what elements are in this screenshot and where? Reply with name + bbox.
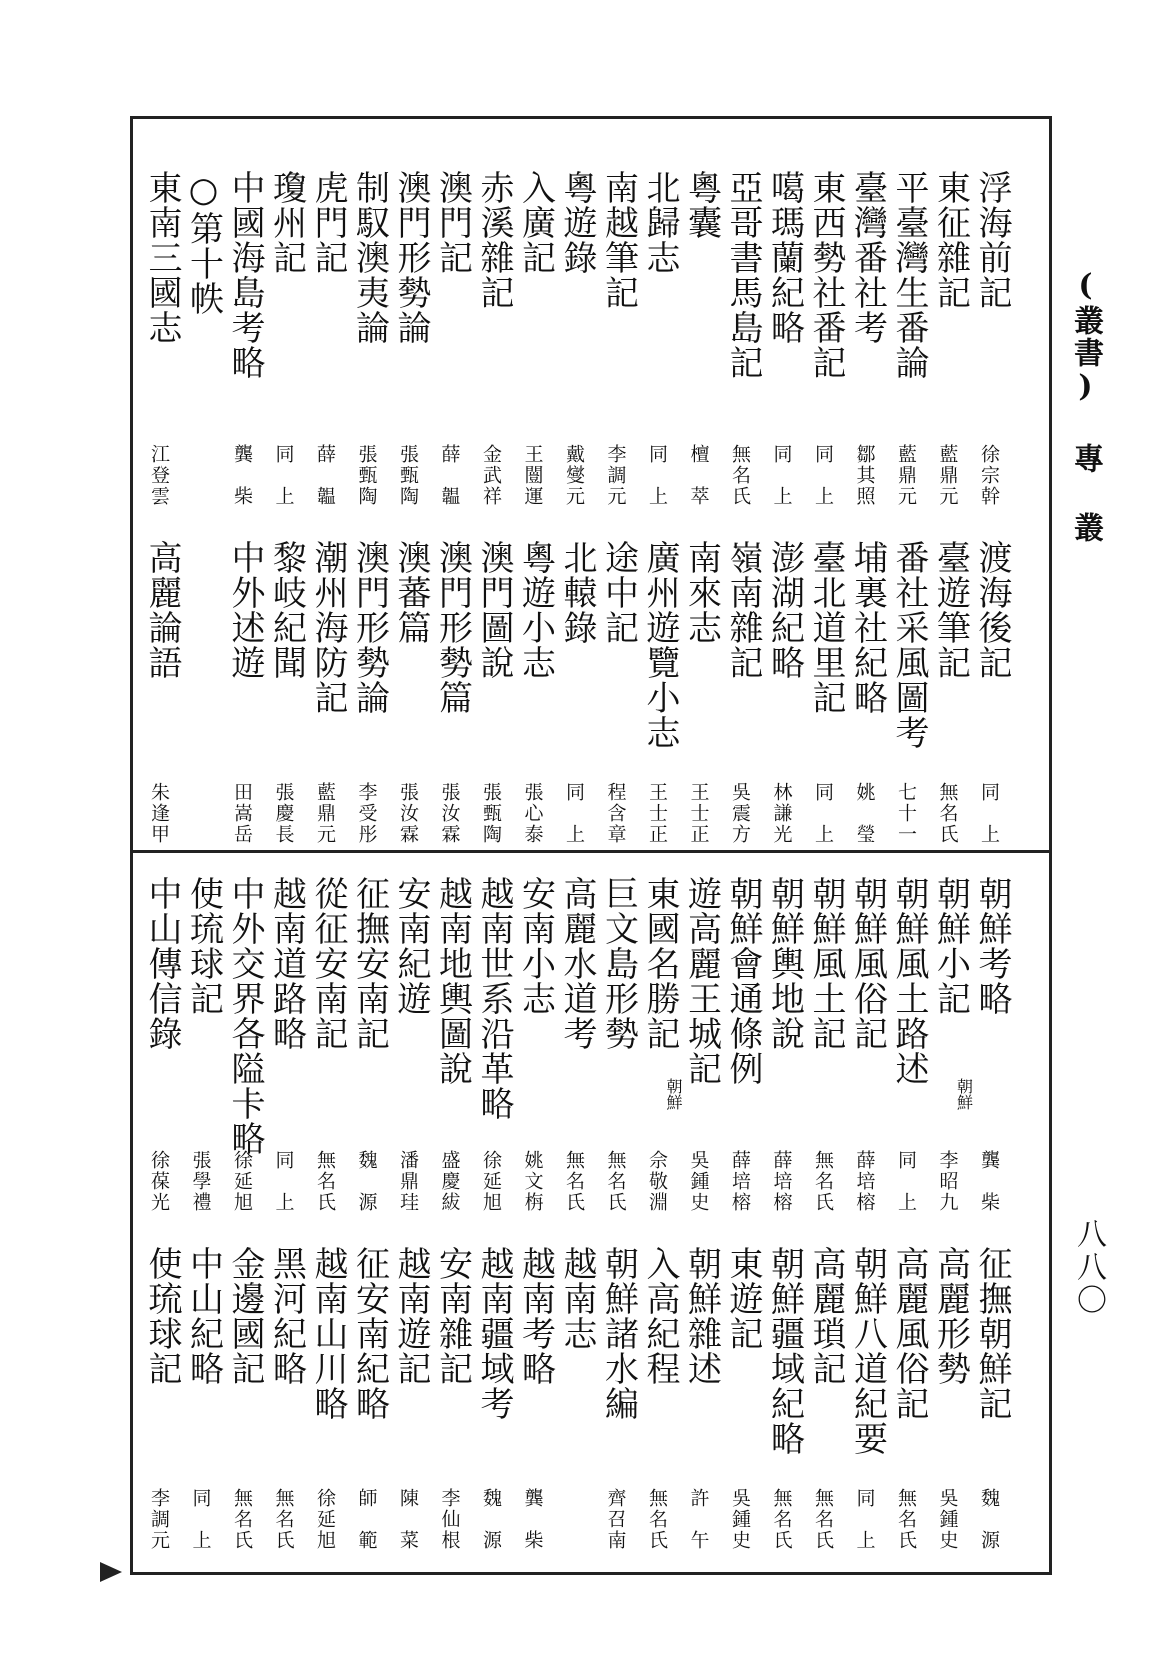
title-secondary: 使琉球記 [142,1246,182,1386]
catalog-column [138,868,182,1588]
author-secondary: 田嵩岳 [231,782,253,845]
author-primary: 王闓運 [521,444,544,507]
author-primary: 徐葆光 [148,1150,170,1213]
title-primary: 瓊州記 [266,170,307,275]
title-secondary: 途中記 [598,540,639,645]
title-secondary: 澳門形勢論 [349,540,390,715]
title-secondary: 北轅錄 [557,540,597,645]
author-primary: 李昭九 [936,1150,959,1213]
title-primary: 遊高麗王城記 [681,876,722,1086]
title-secondary: 南來志 [681,540,722,645]
author-secondary: 無名氏 [812,1488,834,1551]
author-secondary: 徐延旭 [314,1488,336,1551]
catalog-column [719,162,763,882]
author-primary: 無名氏 [729,444,751,507]
title-secondary: 澳門圖說 [474,540,514,680]
title-primary: 越南世系沿革略 [474,876,514,1121]
author-primary: 潘鼎珪 [397,1150,419,1213]
author-primary: 龔 柴 [978,1150,1000,1213]
author-primary: 薛培榕 [853,1150,876,1213]
author-primary: 同 上 [646,444,668,507]
title-primary: 使琉球記 [183,876,224,1016]
author-primary: 吳鍾史 [687,1150,710,1213]
author-prefix: 朝鮮 [664,1078,683,1110]
title-secondary: 征撫朝鮮記 [972,1246,1012,1421]
author-secondary: 吳鍾史 [936,1488,959,1551]
author-secondary: 魏 源 [480,1488,502,1551]
author-secondary: 程含章 [604,782,627,845]
title-primary: 虎門記 [308,170,348,275]
author-primary: 薛 韞 [314,444,336,507]
author-primary: 藍鼎元 [895,444,917,507]
author-primary: 姚文栴 [521,1150,544,1213]
title-primary: 制馭澳夷論 [349,170,390,345]
title-secondary: 越南遊記 [391,1246,431,1386]
author-primary: 龔 柴 [231,444,253,507]
title-secondary: 朝鮮雜述 [681,1246,722,1386]
author-secondary: 龔 柴 [521,1488,544,1551]
title-secondary: 朝鮮八道紀要 [847,1246,888,1456]
title-primary: 朝鮮會通條例 [723,876,763,1086]
author-secondary: 魏 源 [978,1488,1000,1551]
author-secondary: 許 午 [687,1488,710,1551]
author-prefix: 朝鮮 [954,1078,974,1110]
title-primary: 東西勢社番記 [806,170,846,380]
title-secondary: 澳門形勢篇 [432,540,473,715]
title-secondary: 高麗形勢 [930,1246,971,1386]
author-secondary: 無名氏 [646,1488,668,1551]
author-primary: 同 上 [770,444,793,507]
title-primary: 越南道路略 [266,876,307,1051]
title-secondary: 朝鮮諸水編 [598,1246,639,1421]
author-primary: 金武祥 [480,444,502,507]
title-secondary: 越南考略 [515,1246,556,1386]
author-secondary: 師 範 [355,1488,378,1551]
title-secondary: 高麗論語 [142,540,182,680]
author-primary: 同 上 [895,1150,917,1213]
title-primary: 澳門形勢論 [391,170,431,345]
title-secondary: 金邊國記 [225,1246,265,1386]
title-primary: 噶瑪蘭紀略 [764,170,805,345]
title-secondary: 越南山川略 [308,1246,348,1421]
title-primary: 東南三國志 [142,170,182,345]
author-primary: 鄒其照 [853,444,876,507]
title-primary: 浮海前記 [972,170,1012,310]
author-secondary: 張汝霖 [397,782,419,845]
title-primary: 朝鮮輿地說 [764,876,805,1051]
author-primary: 無名氏 [563,1150,585,1213]
author-secondary: 同 上 [812,782,834,845]
title-primary: 中山傳信錄 [142,876,182,1051]
author-secondary: 李受彤 [355,782,378,845]
author-primary: 檀 萃 [687,444,710,507]
author-primary: 同 上 [272,444,295,507]
author-secondary: 張心泰 [521,782,544,845]
author-primary: 徐宗幹 [978,444,1000,507]
author-primary: 張學禮 [189,1150,212,1213]
title-secondary: 高麗風俗記 [889,1246,929,1421]
author-secondary: 李調元 [148,1488,170,1551]
author-secondary: 無名氏 [895,1488,917,1551]
author-secondary: 張慶長 [272,782,295,845]
title-primary: 東征雜記 [930,170,971,310]
author-primary: 藍鼎元 [936,444,959,507]
author-primary: 薛 韞 [438,444,461,507]
catalog-column [138,162,182,882]
title-primary: 朝鮮風土記 [806,876,846,1051]
title-secondary: 征安南紀略 [349,1246,390,1421]
title-secondary: 粵遊小志 [515,540,556,680]
author-primary: 張甄陶 [397,444,419,507]
title-primary: 北歸志 [640,170,680,275]
author-secondary: 無名氏 [770,1488,793,1551]
title-primary: 粵囊 [681,170,722,240]
page-marker-arrow [100,1562,122,1582]
title-secondary: 黎岐紀聞 [266,540,307,680]
title-primary: 臺灣番社考 [847,170,888,345]
title-primary: 朝鮮小記 [930,876,971,1016]
title-primary: 亞哥書馬島記 [723,170,763,380]
title-secondary: 越南志 [557,1246,597,1351]
title-primary: 赤溪雜記 [474,170,514,310]
author-secondary: 吳震方 [729,782,751,845]
author-secondary: 無名氏 [936,782,959,845]
author-secondary: 姚 瑩 [853,782,876,845]
title-primary: 東國名勝記 [640,876,680,1051]
title-primary: 朝鮮考略 [972,876,1012,1016]
title-secondary: 黑河紀略 [266,1246,307,1386]
title-secondary: 嶺南雜記 [723,540,763,680]
author-secondary: 七十一 [895,782,917,845]
author-secondary: 同 上 [853,1488,876,1551]
title-secondary: 朝鮮疆域紀略 [764,1246,805,1456]
title-primary: 平臺灣生番論 [889,170,929,380]
title-primary: 從征安南記 [308,876,348,1051]
title-secondary: 渡海後記 [972,540,1012,680]
title-secondary: 高麗瑣記 [806,1246,846,1386]
title-primary: 中外交界各隘卡略 [225,876,265,1156]
title-secondary: 中山紀略 [183,1246,224,1386]
author-primary: 戴燮元 [563,444,585,507]
page-number: 八八〇 [1071,1218,1106,1317]
title-primary: 入廣記 [515,170,556,275]
author-secondary: 林謙光 [770,782,793,845]
author-secondary: 無名氏 [231,1488,253,1551]
title-primary: 澳門記 [432,170,473,275]
author-secondary: 吳鍾史 [729,1488,751,1551]
author-secondary: 無名氏 [272,1488,295,1551]
title-primary: 朝鮮風俗記 [847,876,888,1051]
author-primary: 盛慶紱 [438,1150,461,1213]
author-primary: 李調元 [604,444,627,507]
title-secondary: 番社采風圖考 [889,540,929,750]
title-primary: 朝鮮風土路述 [889,876,929,1086]
title-primary: 中國海島考略 [225,170,265,380]
title-primary: 巨文島形勢 [598,876,639,1051]
author-secondary: 陳 菜 [397,1488,419,1551]
author-primary: 同 上 [272,1150,295,1213]
author-secondary: 張甄陶 [480,782,502,845]
title-secondary: 埔裏社紀略 [847,540,888,715]
title-secondary: 安南雜記 [432,1246,473,1386]
title-primary: 南越筆記 [598,170,639,310]
author-primary: 江登雲 [148,444,170,507]
author-secondary: 同 上 [978,782,1000,845]
author-secondary: 同 上 [563,782,585,845]
title-primary: 粵遊錄 [557,170,597,275]
author-primary: 同 上 [812,444,834,507]
author-primary: 魏 源 [355,1150,378,1213]
title-secondary: 中外述遊 [225,540,265,680]
title-secondary: 澳蕃篇 [391,540,431,645]
author-secondary: 齊召南 [604,1488,627,1551]
title-primary: 安南紀遊 [391,876,431,1016]
author-secondary: 張汝霖 [438,782,461,845]
title-primary: 越南地輿圖說 [432,876,473,1086]
author-primary: 薛培榕 [729,1150,751,1213]
author-primary: 無名氏 [314,1150,336,1213]
title-primary: 征撫安南記 [349,876,390,1051]
author-secondary: 王士正 [646,782,668,845]
author-primary: 徐延旭 [480,1150,502,1213]
title-secondary: 澎湖紀略 [764,540,805,680]
title-primary: 安南小志 [515,876,556,1016]
title-secondary: 臺北道里記 [806,540,846,715]
author-secondary: 同 上 [189,1488,212,1551]
title-secondary: 臺遊筆記 [930,540,971,680]
author-primary: 無名氏 [812,1150,834,1213]
author-primary: 張甄陶 [355,444,378,507]
author-secondary: 王士正 [687,782,710,845]
author-primary: 無名氏 [604,1150,627,1213]
author-secondary: 藍鼎元 [314,782,336,845]
author-secondary: 李仙根 [438,1488,461,1551]
author-primary: 薛培榕 [770,1150,793,1213]
title-secondary: 越南疆域考 [474,1246,514,1421]
author-secondary: 朱逢甲 [148,782,170,845]
title-secondary: 入高紀程 [640,1246,680,1386]
title-secondary: 廣州遊覽小志 [640,540,680,750]
title-primary: ○第十帙 [183,170,224,316]
title-secondary: 潮州海防記 [308,540,348,715]
title-primary: 高麗水道考 [557,876,597,1051]
title-secondary: 東遊記 [723,1246,763,1351]
author-primary: 佘敬淵 [646,1150,668,1213]
author-primary: 徐延旭 [231,1150,253,1213]
running-header: (叢書) 專 叢 [1068,268,1103,544]
